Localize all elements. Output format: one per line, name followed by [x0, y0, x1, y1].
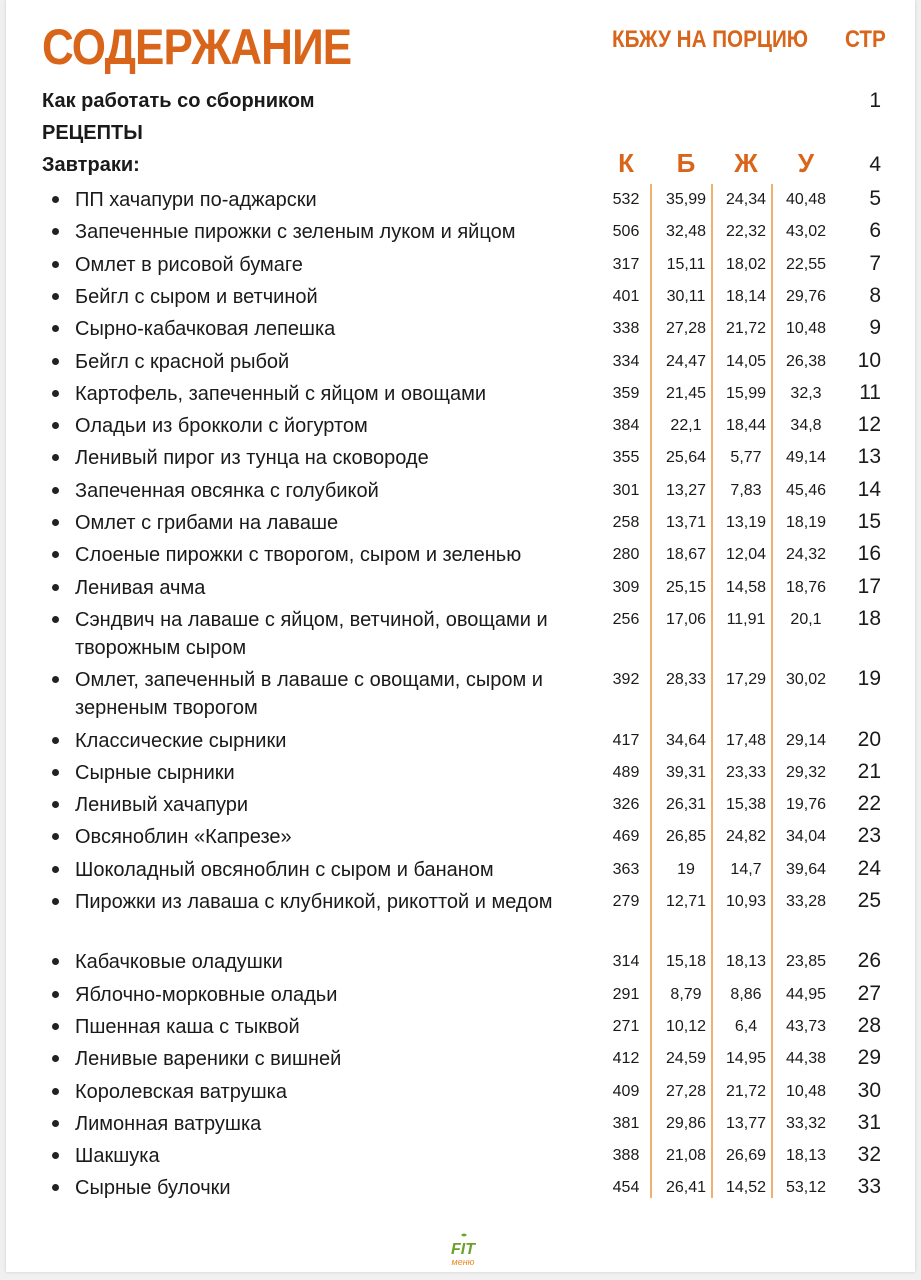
nutrient-b: 21,45	[665, 384, 707, 402]
nutrient-b: 25,15	[665, 578, 707, 596]
bullet-icon	[52, 1088, 59, 1095]
nutrient-b: 8,79	[670, 985, 702, 1003]
recipe-name: Ленивый хачапури	[75, 794, 249, 817]
recipe-page-number: 25	[857, 889, 881, 912]
recipe-name: Шоколадный овсяноблин с сыром и бананом	[75, 858, 494, 881]
recipe-page-number: 26	[857, 949, 881, 973]
nutrient-zh: 10,93	[725, 893, 767, 910]
nutrient-k: 258	[612, 514, 640, 531]
section-page-number: 4	[869, 153, 881, 176]
nutrient-k: 384	[612, 417, 640, 435]
nutrient-b: 12,71	[665, 893, 707, 910]
recipe-page-number: 6	[869, 219, 881, 243]
nutrient-u: 18,76	[785, 578, 827, 596]
page-title: СОДЕРЖАНИЕ	[42, 19, 352, 75]
nutrient-zh: 26,69	[725, 1147, 767, 1165]
nutrient-b: 35,99	[665, 191, 707, 208]
col-head-zh: Ж	[734, 148, 758, 178]
recipe-name: Пшенная каша с тыквой	[75, 1015, 300, 1038]
nutrient-zh: 14,58	[725, 578, 767, 596]
nutrient-zh: 18,13	[725, 953, 767, 971]
nutrient-b: 39,31	[665, 763, 707, 781]
bullet-icon	[52, 487, 59, 494]
nutrient-zh: 7,83	[730, 481, 762, 499]
nutrient-b: 29,86	[665, 1114, 707, 1132]
nutrient-zh: 15,38	[725, 796, 767, 814]
nutrient-zh: 23,33	[725, 763, 767, 781]
recipe-name: Классические сырники	[75, 729, 287, 752]
page-column-header: СТР	[845, 26, 886, 53]
col-head-b: Б	[676, 148, 696, 178]
nutrient-b: 10,12	[665, 1017, 707, 1035]
bullet-icon	[52, 1120, 59, 1127]
col-head-k: К	[618, 148, 634, 178]
nutrient-zh: 17,29	[725, 671, 767, 689]
nutrient-u: 44,38	[785, 1050, 827, 1068]
nutrient-b: 13,27	[665, 481, 707, 499]
recipe-page-number: 28	[857, 1013, 881, 1037]
recipe-page-number: 32	[857, 1143, 881, 1167]
nutrient-k: 271	[612, 1017, 640, 1035]
nutrient-zh: 14,52	[725, 1179, 767, 1197]
nutrient-k: 489	[612, 763, 640, 781]
recipe-page-number: 33	[857, 1175, 881, 1199]
recipe-page-number: 14	[857, 477, 881, 501]
bullet-icon	[52, 1152, 59, 1159]
recipe-name: Запеченные пирожки с зеленым луком и яйцом	[75, 221, 516, 244]
recipe-page-number: 18	[857, 606, 881, 630]
nutrient-zh: 11,91	[726, 610, 766, 628]
recipe-page-number: 19	[857, 667, 881, 691]
nutrient-zh: 14,05	[725, 352, 767, 370]
recipe-page-number: 13	[857, 445, 881, 469]
bullet-icon	[52, 519, 59, 526]
recipe-name: Яблочно-морковные оладьи	[75, 983, 338, 1006]
recipe-page-number: 11	[859, 380, 881, 404]
nutrient-zh: 22,32	[725, 223, 767, 241]
nutrient-u: 43,02	[785, 223, 827, 241]
bullet-icon	[52, 325, 59, 332]
nutrient-u: 34,04	[785, 828, 827, 846]
bullet-icon	[52, 293, 59, 300]
bullet-icon	[52, 616, 59, 623]
bullet-icon	[52, 991, 59, 998]
recipe-page-number: 9	[869, 316, 881, 340]
logo-text: FIT	[451, 1241, 475, 1258]
nutrient-b: 19	[677, 860, 695, 878]
bullet-icon	[52, 769, 59, 776]
nutrient-zh: 14,7	[730, 860, 762, 878]
nutrient-zh: 18,14	[725, 287, 767, 305]
recipe-name: Ленивые вареники с вишней	[75, 1048, 342, 1071]
nutrient-k: 309	[612, 578, 640, 596]
bullet-icon	[52, 551, 59, 558]
bullet-icon	[52, 228, 59, 235]
nutrient-zh: 14,95	[725, 1050, 767, 1068]
recipe-page-number: 22	[857, 792, 881, 816]
nutrient-u: 23,85	[785, 953, 827, 971]
nutrient-zh: 21,72	[725, 1082, 767, 1100]
bullet-icon	[52, 390, 59, 397]
nutrient-u: 22,55	[785, 255, 827, 273]
bullet-icon	[52, 422, 59, 429]
bullet-icon	[52, 1184, 59, 1191]
recipe-page-number: 17	[857, 574, 881, 598]
recipe-page-number: 21	[857, 759, 881, 783]
nutrient-u: 40,48	[785, 191, 827, 208]
nutrient-k: 363	[612, 860, 640, 878]
nutrient-zh: 24,34	[725, 191, 767, 208]
nutrient-b: 17,06	[665, 610, 707, 628]
nutrient-b: 21,08	[665, 1147, 707, 1165]
fit-menu-logo	[444, 1232, 482, 1268]
bullet-icon	[52, 833, 59, 840]
nutrient-k: 409	[612, 1082, 640, 1100]
nutrient-u: 43,73	[785, 1017, 827, 1035]
nutrient-k: 317	[612, 255, 640, 273]
recipe-name: Сырные булочки	[75, 1177, 231, 1200]
recipe-name: Омлет с грибами на лаваше	[75, 512, 339, 534]
bullet-icon	[52, 676, 59, 683]
nutrient-b: 27,28	[665, 320, 707, 338]
nutrient-zh: 12,04	[725, 546, 767, 564]
bullet-icon	[52, 454, 59, 461]
nutrient-k: 279	[612, 893, 640, 910]
nutrient-u: 49,14	[785, 449, 827, 467]
nutrient-zh: 21,72	[725, 320, 767, 338]
nutrient-zh: 8,86	[730, 985, 762, 1003]
nutrient-k: 388	[612, 1147, 640, 1165]
bullet-icon	[52, 196, 59, 203]
nutrient-u: 53,12	[785, 1179, 827, 1197]
document-page	[6, 0, 915, 1272]
nutrient-b: 22,1	[670, 417, 702, 435]
nutrient-k: 326	[612, 796, 640, 814]
nutrient-k: 417	[612, 731, 640, 749]
nutrient-k: 454	[612, 1179, 640, 1197]
section-breakfast[interactable]: Завтраки:	[42, 154, 140, 176]
kbju-header: КБЖУ НА ПОРЦИЮ	[612, 26, 809, 53]
nutrient-k: 392	[612, 671, 640, 689]
nutrient-b: 30,11	[666, 287, 706, 305]
recipe-name: Бейгл с сыром и ветчиной	[75, 285, 318, 308]
nutrient-zh: 6,4	[734, 1017, 758, 1035]
nutrient-b: 15,18	[665, 953, 707, 971]
nutrient-u: 39,64	[785, 860, 827, 878]
nutrient-k: 401	[612, 287, 640, 305]
recipe-name: Королевская ватрушка	[75, 1080, 287, 1103]
recipe-page-number: 27	[857, 981, 881, 1005]
intro-entry[interactable]: Как работать со сборником	[42, 90, 315, 112]
bullet-icon	[52, 898, 59, 905]
nutrient-k: 301	[612, 481, 640, 499]
nutrient-zh: 18,44	[725, 417, 767, 435]
recipe-name: Сэндвич на лаваше с яйцом, ветчиной, овощами и творожным сыром	[75, 608, 548, 659]
nutrient-zh: 13,77	[725, 1114, 767, 1132]
nutrient-u: 44,95	[785, 985, 827, 1003]
recipe-page-number: 31	[857, 1110, 881, 1134]
recipe-name: Омлет в рисовой бумаге	[75, 253, 303, 276]
nutrient-k: 314	[612, 953, 640, 971]
nutrient-u: 29,32	[785, 763, 827, 781]
nutrient-k: 381	[612, 1114, 640, 1132]
nutrient-zh: 18,02	[725, 255, 767, 273]
recipe-name: Картофель, запеченный с яйцом и овощами	[75, 382, 487, 405]
recipe-page-number: 15	[857, 510, 881, 533]
recipe-page-number: 29	[857, 1046, 881, 1070]
nutrient-zh: 5,77	[730, 449, 762, 467]
nutrient-zh: 15,99	[725, 384, 767, 402]
nutrient-u: 30,02	[785, 671, 827, 689]
nutrient-u: 32,3	[790, 384, 822, 402]
nutrient-u: 19,76	[785, 796, 827, 814]
col-head-u: У	[797, 148, 815, 178]
nutrient-u: 33,32	[785, 1114, 827, 1132]
nutrient-u: 29,14	[785, 731, 827, 749]
nutrient-b: 24,47	[665, 352, 707, 370]
recipe-name: Шакшука	[75, 1145, 160, 1168]
nutrient-k: 532	[612, 191, 640, 208]
recipe-name: Сырно-кабачковая лепешка	[75, 318, 336, 341]
recipe-name: Ленивая ачма	[75, 576, 206, 599]
nutrient-u: 34,8	[790, 417, 822, 435]
recipe-page-number: 8	[869, 283, 881, 307]
nutrient-k: 355	[612, 449, 640, 467]
nutrient-u: 26,38	[785, 352, 827, 370]
recipe-name: Сырные сырники	[75, 761, 235, 784]
recipe-page-number: 5	[869, 187, 881, 210]
nutrient-zh: 13,19	[725, 514, 767, 531]
nutrient-k: 280	[612, 546, 640, 564]
nutrient-u: 18,13	[785, 1147, 827, 1165]
recipe-name: Запеченная овсянка с голубикой	[75, 479, 379, 502]
recipe-name: Лимонная ватрушка	[75, 1112, 262, 1135]
nutrient-u: 20,1	[790, 610, 822, 628]
recipe-name: Пирожки из лаваша с клубникой, рикоттой и медом	[75, 891, 553, 913]
recipe-name: Омлет, запеченный в лаваше с овощами, сыром и зерненым творогом	[75, 669, 543, 720]
recipe-name: Ленивый пирог из тунца на сковороде	[75, 447, 429, 470]
recipe-name: Бейгл с красной рыбой	[75, 350, 290, 373]
nutrient-b: 24,59	[665, 1050, 707, 1068]
bullet-icon	[52, 801, 59, 808]
bullet-icon	[52, 584, 59, 591]
nutrient-k: 338	[612, 320, 640, 338]
recipes-heading: РЕЦЕПТЫ	[42, 122, 143, 144]
recipe-name: Овсяноблин «Капрезе»	[75, 826, 292, 849]
recipe-page-number: 30	[857, 1078, 881, 1102]
nutrient-u: 24,32	[785, 546, 827, 564]
nutrient-b: 26,41	[665, 1179, 707, 1197]
bullet-icon	[52, 958, 59, 965]
bullet-icon	[52, 866, 59, 873]
intro-page-number: 1	[869, 89, 881, 112]
nutrient-k: 506	[612, 223, 640, 241]
nutrient-zh: 24,82	[725, 828, 767, 846]
nutrient-k: 256	[612, 610, 640, 628]
nutrient-b: 15,11	[666, 255, 706, 273]
logo-subtext: меню	[451, 1257, 475, 1267]
nutrient-zh: 17,48	[725, 731, 767, 749]
nutrient-k: 412	[612, 1050, 640, 1068]
recipe-page-number: 24	[857, 856, 881, 880]
nutrient-u: 10,48	[785, 320, 827, 338]
nutrient-k: 469	[612, 828, 640, 846]
recipe-page-number: 7	[869, 251, 881, 275]
nutrient-u: 18,19	[785, 514, 827, 531]
nutrient-b: 25,64	[665, 449, 707, 467]
recipe-page-number: 23	[857, 824, 881, 848]
recipe-page-number: 20	[857, 727, 881, 751]
recipe-page-number: 16	[857, 542, 881, 566]
nutrient-k: 359	[612, 384, 640, 402]
nutrient-u: 45,46	[785, 481, 827, 499]
bullet-icon	[52, 261, 59, 268]
bullet-icon	[52, 737, 59, 744]
nutrient-u: 33,28	[785, 893, 827, 910]
nutrient-u: 10,48	[785, 1082, 827, 1100]
nutrient-k: 291	[612, 985, 640, 1003]
nutrient-b: 32,48	[665, 223, 707, 241]
recipe-name: Кабачковые оладушки	[75, 951, 283, 974]
recipe-name: ПП хачапури по-аджарски	[75, 189, 317, 211]
nutrient-b: 27,28	[665, 1082, 707, 1100]
nutrient-b: 26,85	[665, 828, 707, 846]
recipe-page-number: 10	[857, 348, 881, 372]
nutrient-u: 29,76	[785, 287, 827, 305]
nutrient-k: 334	[612, 352, 640, 370]
nutrient-b: 13,71	[665, 514, 707, 531]
recipe-name: Слоеные пирожки с творогом, сыром и зеленью	[75, 544, 522, 567]
bullet-icon	[52, 358, 59, 365]
bullet-icon	[52, 1023, 59, 1030]
bullet-icon	[52, 1055, 59, 1062]
recipe-page-number: 12	[857, 413, 881, 437]
nutrient-b: 26,31	[665, 796, 707, 814]
nutrient-b: 18,67	[665, 546, 707, 564]
nutrient-b: 34,64	[665, 731, 707, 749]
nutrient-b: 28,33	[665, 671, 707, 689]
recipe-name: Оладьи из брокколи с йогуртом	[75, 415, 368, 438]
